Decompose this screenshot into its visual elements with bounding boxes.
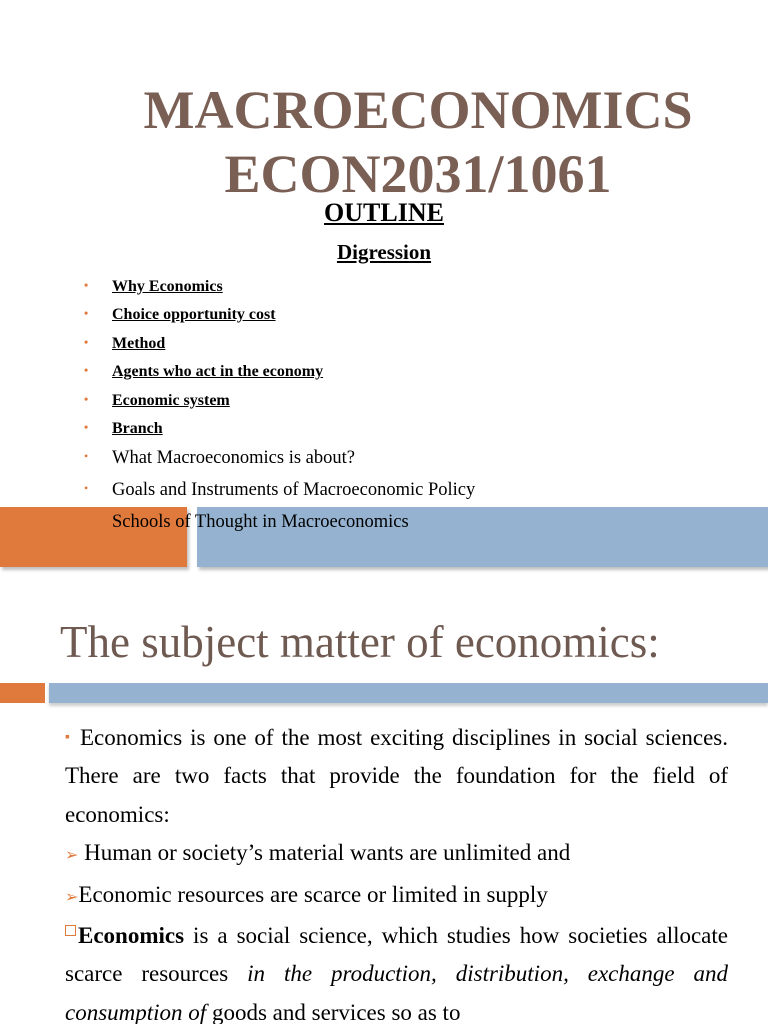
list-item: • Agents who act in the economy [84,358,475,386]
blue-accent-bar [49,683,768,703]
square-bullet-icon [65,925,76,936]
arrow-bullet-icon: ➢ [65,888,79,906]
bullet-icon: • [84,334,89,349]
list-item-schools: Schools of Thought in Macroeconomics [112,512,409,532]
list-item: • Choice opportunity cost [84,301,475,329]
orange-accent-bar [0,683,45,703]
bullet-icon: • [84,306,89,321]
outline-list [84,273,475,506]
list-item: • Goals and Instruments of Macroeconomic Policy [84,475,475,507]
slide-title: The subject matter of economics: [60,617,660,667]
bullet-icon: ▪ [65,730,73,745]
title-line-1: MACROECONOMICS [143,80,693,140]
bullet-icon: • [84,419,89,434]
bullet-icon: • [84,449,89,464]
list-item: • Economic system [84,387,475,415]
list-item: • Branch [84,415,475,443]
list-item: • Method [84,330,475,358]
outline-heading: OUTLINE [324,198,444,227]
fact-item: ➢ Human or society’s material wants are unlimited and [65,840,571,866]
digression-heading: Digression [336,240,432,264]
bullet-icon: • [84,480,89,495]
intro-paragraph: ▪ Economics is one of the most exciting disciplines in social sciences. There are two facts that provide the foundation for the field of economics: [65,725,728,827]
list-item: • What Macroeconomics is about? [84,443,475,475]
bullet-icon: • [84,363,89,378]
slide-body [65,719,728,1024]
bullet-icon: • [84,278,89,292]
slide-2 [0,580,768,1024]
arrow-bullet-icon: ➢ [65,847,79,865]
list-item: • Why Economics [84,273,475,301]
slide-title [0,78,768,206]
fact-item: ➢Economic resources are scarce or limited in supply [65,881,548,907]
title-line-2: ECON2031/1061 [224,144,612,204]
definition-paragraph: Economics is a social science, which studies how societies allocate scarce resources in the production, distribution, exchange and consumption of goods and services so as to [65,923,728,1024]
bullet-icon: • [84,391,89,406]
